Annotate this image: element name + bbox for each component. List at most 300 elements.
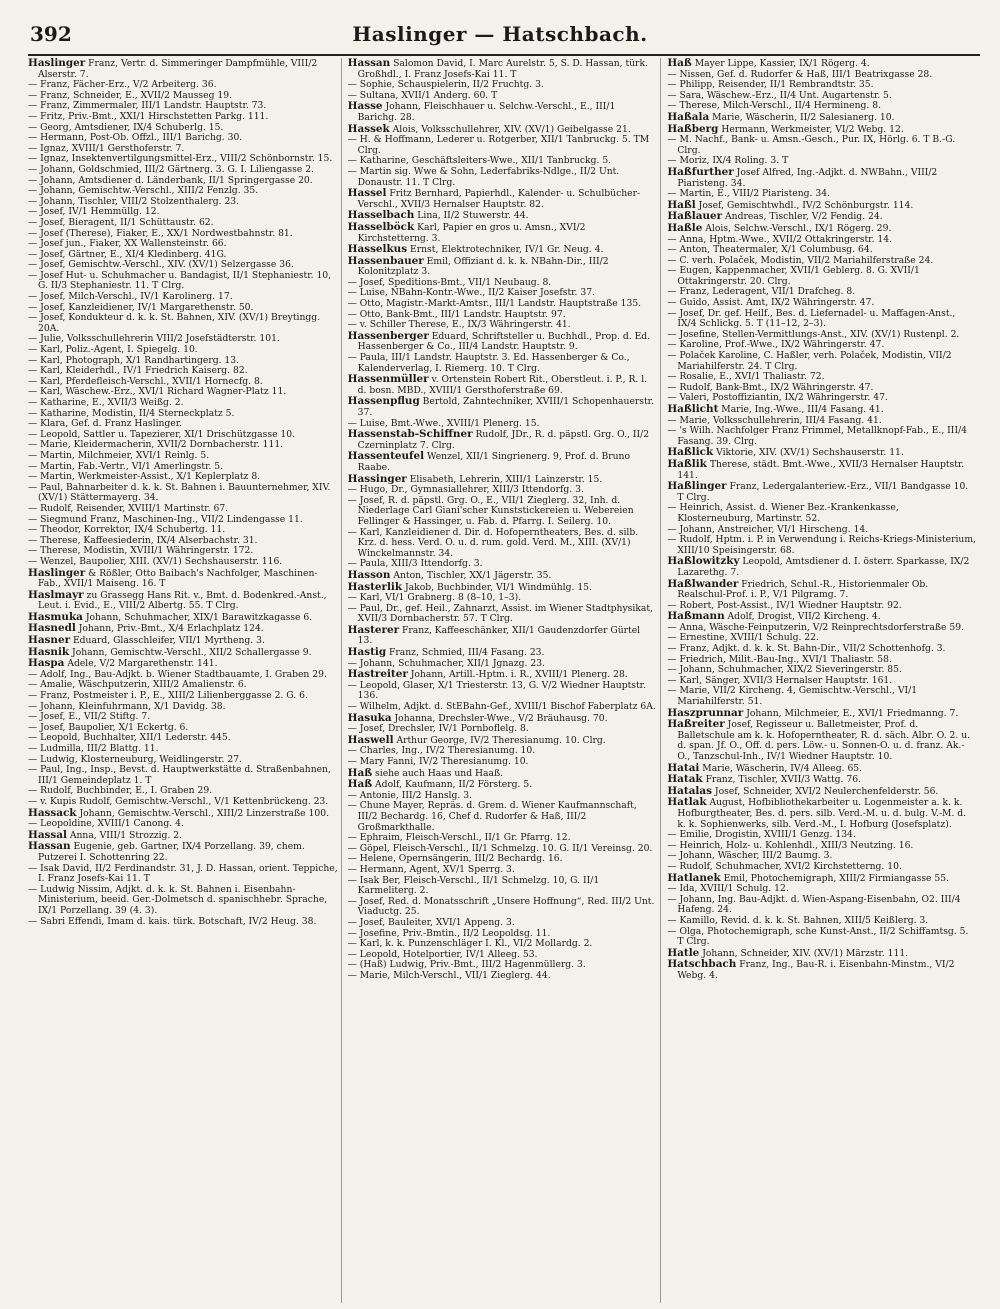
entry-text: — Robert, Post-Assist., IV/1 Wiedner Hauptstr. 92. [667, 599, 902, 611]
entry-text: — Marie, VII/2 Kircheng. 4, Gemischtw.-Verschl., VI/1 Mariahilferstr. 51. [667, 685, 918, 708]
entry-text: — Luise, NBahn-Kontr.-Wwe., II/2 Kaiser Josefstr. 37. [347, 287, 595, 299]
entry-text: — Paul, Bahnarbeiter d. k. k. St. Bahnen i. Bauunternehmer, XIV. (XV/1) Stättermayerg. 34. [28, 481, 331, 504]
entry-surname: Haßlowitzky [667, 555, 740, 568]
directory-entry [667, 135, 977, 156]
entry-text: Emil, Offiziant d. k. k. NBahn-Dir., III/2 Kolonitzplatz 3. [357, 255, 609, 278]
entry-text: — Olga, Photochemigraph, sche Kunst-Anst., II/2 Schiffamtsg. 5. T Clrg. [667, 925, 969, 948]
entry-text: — Ernestine, XVIII/1 Schulg. 22. [667, 632, 819, 644]
directory-entry [348, 681, 658, 702]
entry-text: — Martin sig. Wwe & Sohn, Lederfabriks-Ndlge., II/2 Unt. Donaustr. 11. T Clrg. [347, 165, 620, 188]
entry-text: — Martin, Werkmeister-Assist., X/1 Keplerplatz 8. [28, 471, 261, 483]
entry-text: — Josef, R. d. päpstl. Grg. O., E., VII/1 Zieglerg. 32, Inh. d. Niederlage Carl Giani'scher Kunststickereien u. Webereien Fellinger & Hassinger, u. Fab. d. Pfarrg. I. Seilerg. 10. [347, 494, 634, 527]
directory-entry [348, 222, 658, 244]
entry-text: Rudolf, JDr., R. d. päpstl. Grg. O., II/2 Czerninplatz 7. Clrg. [357, 429, 650, 451]
column-1 [28, 58, 342, 1303]
directory-entry [667, 786, 977, 798]
entry-text: Josef, Regisseur u. Balletmeister, Prof. d. Balletschule am k. k. Hofoperntheater, R. d. säch. Albr. O. 2. u. d. span. Jf. O., Off. d. pers. Löw.- u. Sonnen-O. u. d. franz. Ak.-O., Tanzschul-Inh., IV/1 Wiedner Hauptstr. 10. [677, 719, 971, 762]
entry-surname: Hassenteufel [347, 450, 425, 463]
directory-entry [28, 830, 338, 842]
page-number: 392 [30, 22, 72, 46]
entry-text: Karl, Papier en gros u. Amsn., XVI/2 Kirchstetterng. 3. [357, 221, 586, 244]
directory-entry [667, 167, 977, 189]
directory-entry [348, 429, 658, 451]
entry-surname: Haslinger [28, 566, 86, 579]
directory-entry [348, 971, 658, 982]
directory-entry [28, 58, 338, 80]
entry-text: August, Hofbibliothekarbeiter u. Logenmeister a. k. k. Hofburgtheater, Bes. d. pers. silb. Verd.-M. u. d. bulg. V.-M. d. k. k. Sophienwerks, silb. Verd.-M., I. Hofburg (Josefsplatz). [677, 797, 967, 830]
entry-surname: Hasnedl [28, 622, 76, 635]
header-rule [28, 54, 980, 56]
entry-text: — Wenzel, Baupolier, XIII. (XV/1) Sechshauserstr. 116. [28, 555, 283, 567]
entry-text: — Karl, Pferdefleisch-Verschl., XVII/1 Hornecfg. 8. [28, 375, 263, 387]
entry-text: — Ephraim, Fleisch-Verschl., II/1 Gr. Pfarrg. 12. [347, 832, 571, 844]
entry-text: — Josef, Gemischtw.-Verschl., XIV. (XV/1) Selzergasse 36. [28, 259, 294, 271]
entry-text: v. Ortenstein Robert Rit., Oberstleut. i. P., R. l. d. bosn. MBD., XVIII/1 Gersthoferstraße 69. [357, 374, 648, 396]
entry-text: — Johann, Schuhmacher, XII/1 Jgnazg. 23. [347, 657, 545, 669]
entry-surname: Hasmuka [28, 610, 83, 623]
directory-entry [667, 266, 977, 287]
entry-text: — Josef, Bieragent, II/1 Schüttaustr. 62. [28, 216, 214, 228]
entry-surname: Hassan [28, 840, 71, 853]
directory-entry [348, 604, 658, 625]
entry-text: — Josef, Kanzleidiener, IV/1 Margarethenstr. 50. [28, 301, 254, 313]
entry-surname: Haspa [28, 657, 65, 670]
entry-text: — Ludwig, Klosterneuburg, Weidlingerstr. 27. [28, 753, 242, 765]
directory-entry [28, 483, 338, 504]
entry-text: siehe auch Haas und Haaß. [375, 767, 504, 779]
entry-text: — Julie, Volksschullehrerin VIII/2 Josefstädterstr. 101. [28, 333, 280, 345]
entry-text: — Rudolf, Schuhmacher, XVI/2 Kirchstetterng. 10. [667, 860, 902, 872]
entry-text: — Kamillo, Revid. d. k. k. St. Bahnen, XIII/5 Keißlerg. 3. [667, 914, 929, 926]
entry-text: — Karl, Photograph, X/1 Randhartingerg. 13. [28, 354, 240, 366]
directory-entry [28, 568, 338, 590]
entry-surname: Haßle [667, 221, 703, 234]
entry-surname: Haß [347, 766, 373, 779]
entry-text: — Eugen, Kappenmacher, XVII/1 Geblerg. 8. G. XVII/1 Ottakringerstr. 20. Clrg. [667, 265, 920, 287]
entry-text: — Sabri Effendi, Imam d. kais. türk. Botschaft, IV/2 Heug. 38. [28, 915, 317, 927]
entry-text: — Adolf, Ing., Bau-Adjkt. b. Wiener Stadtbauamte, I. Graben 29. [28, 668, 327, 680]
entry-text: Johann, Gemischtw.-Verschl., XIII/2 Linzerstraße 100. [79, 807, 329, 819]
directory-entry [348, 91, 658, 102]
entry-text: — Johann, Kleinfuhrmann, X/1 Davidg. 38. [28, 700, 226, 712]
directory-entry [348, 801, 658, 833]
entry-text: Anton, Tischler, XX/1 Jägerstr. 35. [393, 569, 552, 581]
entry-surname: Hassenstab-Schiffner [347, 428, 473, 441]
entry-surname: Haßlwander [667, 577, 739, 590]
entry-text: — Siegmund Franz, Maschinen-Ing., VII/2 Lindengasse 11. [28, 513, 303, 525]
directory-entry [28, 765, 338, 786]
entry-text: Jakob, Buchbinder, VI/1 Windmühlg. 15. [404, 581, 592, 593]
entry-text: — Theodor, Korrektor, IX/4 Schubertg. 11. [28, 524, 226, 536]
entry-surname: Hasner [28, 634, 71, 647]
directory-columns [28, 58, 980, 1303]
entry-text: — Josef, Bauleiter, XVI/1 Appeng. 3. [347, 916, 515, 928]
entry-surname: Hastreiter [347, 668, 408, 681]
entry-text: — Helene, Opernsängerin, III/2 Bechardg. 16. [347, 853, 563, 865]
directory-entry [348, 559, 658, 570]
entry-text: Josef, Schneider, XVI/2 Neulerchenfelderstr. 56. [714, 785, 939, 797]
entry-text: — Martin, Fab.-Vertr., VI/1 Amerlingstr. 5. [28, 460, 224, 472]
directory-entry [348, 897, 658, 918]
directory-entry [28, 271, 338, 292]
entry-text: — Guido, Assist. Amt, IX/2 Währingerstr. 47. [667, 297, 875, 309]
entry-text: Franz, Kaffeeschänker, XII/1 Gaudenzdorfer Gürtel 13. [357, 624, 641, 647]
entry-text: — Chune Mayer, Repräs. d. Grem. d. Wiener Kaufmannschaft, III/2 Bechardg. 16, Chef d. Rudorfer & Haß, III/2 Großmarkthalle. [347, 800, 637, 833]
directory-entry [348, 135, 658, 156]
directory-entry [348, 167, 658, 188]
directory-entry [28, 819, 338, 830]
entry-text: — Ludwig Nissim, Adjkt. d. k. k. St. Bahnen i. Eisenbahn-Ministerium, beeid. Ger.-Dolmetsch d. spanischhebr. Sprache, IX/1 Porzellang. 39 (4. 3). [28, 883, 328, 916]
entry-text: — Josef, IV/1 Hemmüllg. 12. [28, 206, 160, 218]
entry-surname: Haslinger [28, 58, 86, 69]
entry-text: Marie, Wäscherin, IV/4 Alleeg. 65. [702, 762, 863, 774]
directory-entry [667, 426, 977, 447]
directory-entry [348, 256, 658, 278]
entry-text: — Rudolf, Buchbinder, E., I. Graben 29. [28, 785, 213, 797]
entry-text: — Johann, Tischler, VIII/2 Stolzenthalerg. 23. [28, 195, 240, 207]
entry-surname: Haßlicht [667, 403, 719, 415]
entry-surname: Haßlauer [667, 210, 723, 223]
directory-entry [667, 763, 977, 775]
directory-entry [667, 309, 977, 330]
entry-surname: Hasuka [347, 711, 392, 724]
entry-text: — Franz, Fächer-Erz., V/2 Arbeiterg. 36. [28, 79, 217, 91]
entry-surname: Hassinger [347, 472, 407, 485]
directory-entry [348, 876, 658, 897]
entry-text: Johann, Schneider, XIV. (XV/1) Märzstr. 111. [702, 947, 909, 959]
entry-text: — Josef, Milch-Verschl., IV/1 Karolinerg. 17. [28, 291, 233, 303]
entry-text: — Leopold, Buchhalter, XII/1 Lederstr. 445. [28, 732, 231, 744]
entry-text: — Josef Hut- u. Schuhmacher u. Bandagist, II/1 Stephaniestr. 10, G. II/3 Stephaniestr. 11. T Clrg. [28, 269, 332, 292]
entry-text: — Josef, Drechsler, IV/1 Pornboflelg. 8. [347, 723, 529, 735]
entry-text: Hermann, Werkmeister, VI/2 Webg. 12. [721, 123, 904, 135]
entry-text: Adele, V/2 Margarethenstr. 141. [67, 658, 218, 670]
entry-text: — Nissen, Gef. d. Rudorfer & Haß, III/1 Beatrixgasse 28. [667, 68, 933, 80]
entry-text: — Rudolf, Reisender, XVIII/1 Martinstr. 67. [28, 502, 229, 514]
directory-entry [348, 757, 658, 768]
entry-text: Bertold, Zahntechniker, XVIII/1 Schopenhauerstr. 37. [357, 396, 654, 418]
entry-text: — Martin, Milchmeier, XVI/1 Reinlg. 5. [28, 449, 210, 461]
entry-text: — Josef, Baupolier, X/1 Eckertg. 6. [28, 721, 189, 733]
entry-text: — Franz, Zimmermaler, III/1 Landstr. Hauptstr. 73. [28, 100, 267, 112]
entry-surname: Hatai [667, 761, 700, 774]
directory-entry [667, 927, 977, 948]
entry-text: — v. Schiller Therese, E., IX/3 Währingerstr. 41. [347, 319, 571, 331]
entry-text: — 's Wilh. Nachfolger Franz Frimmel, Metallknopf-Fab., E., III/4 Fasang. 39. Clrg. [667, 425, 968, 447]
entry-text: — Georg, Amtsdiener, IX/4 Schuberlg. 15. [28, 121, 224, 133]
entry-text: — Hugo, Dr., Gymnasiallehrer, XIII/3 Ittendorfg. 3. [347, 484, 584, 496]
entry-surname: Hatlak [667, 796, 707, 809]
entry-text: — Paula, XIII/3 Ittendorfg. 3. [347, 558, 483, 570]
entry-text: — Sultana, XVII/1 Anderg. 60. T [347, 89, 498, 101]
entry-text: — Ida, XVIII/1 Schulg. 12. [667, 883, 789, 895]
entry-text: — Josef, E., VII/2 Stiftg. 7. [28, 711, 151, 723]
entry-text: — Moriz, IX/4 Roling. 3. T [667, 155, 789, 167]
directory-entry [348, 58, 658, 80]
entry-text: Alois, Volksschullehrer, XIV. (XV/1) Geibelgasse 21. [392, 123, 631, 135]
directory-entry [667, 481, 977, 503]
directory-entry [28, 885, 338, 917]
entry-surname: Hasselkus [347, 243, 408, 256]
directory-entry [348, 188, 658, 210]
entry-surname: Hassek [347, 122, 390, 135]
entry-text: — Fritz, Priv.-Bmt., XXI/1 Hirschstetten Parkg. 111. [28, 110, 269, 122]
directory-entry [667, 211, 977, 223]
entry-text: — Therese, Modistin, XVIII/1 Währingerstr. 172. [28, 545, 254, 557]
entry-text: — Leopold, Hotelportier, IV/1 Alleeg. 53. [347, 948, 538, 960]
entry-surname: Hassenmüller [347, 373, 429, 386]
entry-text: — Franz, Postmeister i. P., E., XIII/2 Lilienberggasse 2. G. 6. [28, 690, 308, 702]
directory-entry [348, 374, 658, 396]
entry-text: — Ignaz, Insektenvertilgungsmittel-Erz., VIII/2 Schönbornstr. 15. [28, 153, 333, 165]
entry-text: Leopold, Amtsdiener d. I. österr. Sparkasse, IX/2 Lazarethg. 7. [677, 556, 970, 578]
entry-text: — Josef, Kondukteur d. k. k. St. Bahnen, XIV. (XV/1) Breytingg. 20A. [28, 312, 321, 334]
entry-text: — Leopold, Glaser, X/1 Triesterstr. 13, G. V/2 Wiedner Hauptstr. 136. [347, 679, 646, 702]
entry-text: — Franz, Schneider, E., XVII/2 Mausseg 19. [28, 89, 232, 101]
entry-surname: Haßreiter [667, 718, 725, 731]
entry-text: Mayer Lippe, Kassier, IX/1 Rögerg. 4. [694, 58, 870, 69]
entry-surname: Haswell [347, 733, 394, 746]
directory-entry [667, 719, 977, 762]
directory-entry [348, 768, 658, 780]
entry-surname: Hatlanek [667, 871, 721, 884]
entry-surname: Haßlinger [667, 480, 727, 493]
entry-surname: Haßlik [667, 457, 707, 470]
entry-text: Anna, VIII/1 Strozzig. 2. [69, 829, 183, 841]
entry-text: — Katharine, E., XVII/3 Weißg. 2. [28, 397, 184, 408]
entry-text: — Philipp, Reisender, II/1 Rembrandtstr. 35. [667, 79, 874, 91]
directory-entry [28, 623, 338, 635]
entry-text: — Josefine, Priv.-Bmtin., II/2 Leopoldsg. 11. [347, 927, 551, 939]
entry-text: Marie, Ing.-Wwe., III/4 Fasang. 41. [721, 404, 884, 415]
entry-text: — Polaček Karoline, C. Haßler, verh. Polaček, Modistin, VII/2 Mariahilferstr. 24. T Clrg. [667, 350, 952, 372]
entry-text: Johann, Artill.-Hptm. i. R., XVIII/1 Plenerg. 28. [410, 669, 628, 681]
entry-text: Johann, Milchmeier, E., XVI/1 Friedmanng. 7. [746, 707, 959, 719]
entry-text: — Sara, Wäschew.-Erz., II/4 Unt. Augartenstr. 5. [667, 89, 892, 101]
entry-text: — Rosalie, E., XVI/1 Thaliastr. 72. [667, 371, 825, 383]
entry-text: Andreas, Tischler, V/2 Fendig. 24. [725, 211, 883, 223]
entry-surname: Hasnik [28, 645, 70, 658]
entry-text: — Paul, Dr., gef. Heil., Zahnarzt, Assist. im Wiener Stadtphysikat, XVII/3 Dornbacherstr. 57. T Clrg. [347, 602, 653, 625]
entry-text: Franz, Ing., Bau-R. i. Eisenbahn-Minstm., VI/2 Webg. 4. [677, 959, 955, 981]
entry-text: Elisabeth, Lehrerin, XIII/1 Lainzerstr. 15. [409, 473, 603, 485]
entry-text: — H. & Hoffmann, Lederer u. Rotgerber, XII/1 Tanbruckg. 5. TM Clrg. [347, 134, 650, 156]
entry-text: — Franz, Lederagent, VII/1 Drafcheg. 8. [667, 286, 856, 298]
entry-surname: Haßala [667, 110, 710, 123]
entry-text: — Rudolf, Hptm. i. P. in Verwendung i. Reichs-Kriegs-Ministerium, XIII/10 Speisingerstr. 68. [667, 534, 976, 556]
directory-entry [667, 579, 977, 601]
entry-surname: Haßmann [667, 610, 725, 623]
entry-text: — Martin, E., VIII/2 Piaristeng. 34. [667, 188, 830, 200]
entry-text: Eduard, Glasschleifer, VII/1 Myrtheng. 3. [72, 635, 265, 647]
entry-text: — Charles, Ing., IV/2 Theresianumg. 10. [347, 745, 536, 757]
directory-entry [348, 451, 658, 473]
directory-entry [348, 331, 658, 353]
running-head: Haslinger — Hatschbach. [352, 22, 648, 46]
entry-text: — Sophie, Schauspielerin, II/2 Fruchtg. 3. [347, 79, 544, 91]
entry-text: — Therese, Milch-Verschl., II/4 Hermineng. 8. [667, 100, 882, 112]
entry-surname: Haßfurther [667, 165, 734, 178]
entry-text: Alois, Selchw.-Verschl., IX/1 Rögerg. 29. [705, 222, 892, 234]
entry-surname: Hasselböck [347, 220, 415, 233]
entry-surname: Hatle [667, 946, 700, 959]
entry-text: Therese, städt. Bmt.-Wwe., XVII/3 Hernalser Hauptstr. 141. [677, 458, 965, 481]
entry-text: — Wilhelm, Adjkt. d. StEBahn-Gef., XVIII/1 Bischof Faberplatz 6A. [347, 701, 656, 713]
entry-text: — v. Kupis Rudolf, Gemischtw.-Verschl., V/1 Kettenbrückeng. 23. [28, 795, 329, 807]
entry-text: — Josef, Dr. gef. Heilf., Bes. d. Liefernadel- u. Maffagen-Anst., IX/4 Schlickg. 5. T (11–12, 2–3). [667, 307, 956, 330]
entry-surname: Hatschbach [667, 958, 737, 971]
entry-surname: Hatak [667, 773, 703, 786]
entry-text: — Marie, Kleidermacherin, XVII/2 Dornbacherstr. 111. [28, 439, 284, 451]
entry-text: — Hermann, Post-Ob. Offzl., III/1 Barichg. 30. [28, 132, 243, 144]
entry-surname: Haßl [667, 198, 696, 211]
entry-text: — Otto, Bank-Bmt., III/1 Landstr. Hauptstr. 97. [347, 308, 566, 320]
entry-text: — Johann, Schuhmacher, XIX/2 Sieveringerstr. 85. [667, 664, 902, 676]
entry-text: — Johann, Wäscher, III/2 Baumg. 3. [667, 850, 833, 862]
entry-text: — Johann, Gemischtw.-Verschl., XIII/2 Fenzlg. 35. [28, 185, 259, 197]
entry-text: — Johann, Ing. Bau-Adjkt. d. Wien-Aspang-Eisenbahn, O2. III/4 Hafeng. 24. [667, 893, 961, 916]
entry-text: Ernst, Elektrotechniker, IV/1 Gr. Neug. 4. [410, 244, 604, 256]
entry-text: — Therese, Kaffeesiederin, IX/4 Alserbachstr. 31. [28, 534, 258, 546]
entry-text: — M. Nachf., Bank- u. Amsn.-Gesch., Pur. IX, Hörlg. 6. T B.-G. Clrg. [667, 134, 956, 156]
entry-text: — Otto, Magistr.-Markt-Amtsr., III/1 Landstr. Hauptstraße 135. [347, 298, 642, 310]
entry-text: — C. verh. Polaček, Modistin, VII/2 Mariahilferstraße 24. [667, 254, 934, 266]
entry-surname: Hasterlik [347, 580, 403, 593]
entry-text: — Emilie, Drogistin, XVIII/1 Genzg. 134. [667, 829, 856, 841]
entry-text: — Franz, Adjkt. d. k. k. St. Bahn-Dir., VII/2 Schottenhofg. 3. [667, 643, 946, 655]
entry-text: — Josef jun., Fiaker, XX Wallensteinstr. 66. [28, 238, 227, 250]
entry-surname: Haßberg [667, 122, 719, 135]
directory-entry [667, 556, 977, 578]
entry-text: Franz, Ledergalanteriew.-Erz., VII/1 Bandgasse 10. T Clrg. [677, 481, 969, 503]
directory-entry [348, 724, 658, 735]
entry-text: — Katharine, Modistin, II/4 Sterneckplatz 5. [28, 407, 235, 419]
entry-text: — Josef (Therese), Fiaker, E., XX/1 Nordwestbahnstr. 81. [28, 227, 293, 239]
entry-text: Johanna, Drechsler-Wwe., V/2 Bräuhausg. 70. [394, 712, 608, 724]
entry-text: — Paula, III/1 Landstr. Hauptstr. 3. Ed. Hassenberger & Co., Kalenderverlag, I. Riemerg. 10. T Clrg. [347, 352, 630, 374]
entry-text: Josef, Gemischtwhdl., IV/2 Schönburgstr. 114. [698, 199, 914, 211]
entry-surname: Hasson [347, 568, 391, 581]
entry-text: Eduard, Schriftsteller u. Buchhdl., Prop. d. Ed. Hassenberger & Co., III/4 Landstr. Hauptstr. 9. [357, 330, 651, 353]
directory-entry [667, 895, 977, 916]
directory-entry [348, 496, 658, 528]
entry-text: — Rudolf, Bank-Bmt., IX/2 Währingerstr. 47. [667, 381, 874, 393]
directory-entry [667, 447, 977, 459]
directory-entry [667, 774, 977, 786]
entry-text: — Josefine, Stellen-Vermittlungs-Anst., XIV. (XV/1) Rustenpl. 2. [667, 328, 960, 340]
entry-text: Johann, Schuhmacher, XIX/1 Barawitzkagasse 6. [85, 611, 313, 623]
entry-text: — Marie, Volksschullehrerin, III/4 Fasang. 41. [667, 414, 882, 426]
entry-text: — Josef, Red. d. Monatsschrift „Unsere Hoffnung“, Red. III/2 Unt. Viaductg. 25. [347, 895, 655, 918]
entry-surname: Haslmayr [28, 588, 84, 601]
entry-text: — Leopold, Sattler u. Tapezierer, XI/1 Drischützgasse 10. [28, 428, 296, 440]
entry-surname: Haszprunnar [667, 706, 744, 719]
entry-text: — Johann, Amtsdiener d. Länderbank, II/1 Springergasse 20. [28, 174, 313, 186]
entry-text: — Karl, Kanzleidiener d. Dir. d. Hofoperntheaters, Bes. d. silb. Krz. d. hess. Verd. O. u. d. rum. gold. Verd. M., XIII. (XV/1) Winckelmannstr. 34. [347, 526, 639, 559]
entry-text: — Katharine, Geschäftsleiters-Wwe., XII/1 Tanbruckg. 5. [347, 155, 612, 167]
entry-text: — Valeri, Postoffiziantin, IX/2 Währingerstr. 47. [667, 392, 888, 404]
entry-surname: Hassan [347, 58, 391, 69]
entry-surname: Hastig [347, 646, 387, 659]
entry-text: — Karl, Wäschew.-Erz., XVI/1 Richard Wagner-Platz 11. [28, 386, 287, 398]
entry-surname: Hassel [347, 187, 387, 200]
entry-surname: Haßlick [667, 446, 714, 459]
entry-text: Lina, II/2 Stuwerstr. 44. [417, 210, 529, 222]
entry-surname: Haß [667, 58, 692, 69]
entry-text: — Karl, k. k. Punzenschläger I. Kl., VI/2 Mollardg. 2. [347, 938, 593, 950]
directory-entry [28, 841, 338, 863]
entry-text: — Ludmilla, III/2 Blattg. 11. [28, 743, 159, 754]
directory-entry [667, 959, 977, 981]
entry-surname: Hassenberger [347, 329, 429, 342]
entry-text: — Ignaz, XVIII/1 Gersthoferstr. 7. [28, 142, 185, 154]
entry-surname: Haß [347, 778, 373, 791]
entry-text: Franz, Tischler, XVII/3 Wattg. 76. [705, 774, 861, 786]
directory-entry [28, 313, 338, 334]
directory-entry [667, 189, 977, 200]
entry-text: & Rößler, Otto Baibach's Nachfolger, Maschinen-Fab., XVII/1 Maiseng. 16. T [38, 567, 318, 590]
directory-entry [667, 503, 977, 524]
directory-entry [667, 459, 977, 481]
entry-text: Johann, Gemischtw.-Verschl., XII/2 Schallergasse 9. [72, 646, 312, 658]
entry-text: — Anton, Theatermaler, X/1 Columbusg. 64. [667, 244, 873, 256]
entry-text: — Isak David, II/2 Ferdinandstr. 31, J. D. Hassan, orient. Teppiche, I. Franz Josefs-Kai 11. T [28, 862, 338, 885]
directory-entry [348, 353, 658, 374]
entry-text: Friedrich, Schul.-R., Historienmaler Ob. Realschul-Prof. i. P., V/1 Pilgramg. 7. [677, 578, 929, 601]
directory-entry [28, 864, 338, 885]
directory-entry [667, 351, 977, 372]
entry-text: — Heinrich, Holz- u. Kohlenhdl., XIII/3 Neutzing. 16. [667, 839, 914, 851]
entry-surname: Hasterer [347, 623, 400, 636]
entry-text: Eugenie, geb. Gartner, IX/4 Porzellang. 39, chem. Putzerei I. Schottenring 22. [38, 841, 305, 863]
entry-text: Wenzel, XII/1 Singrienerg. 9, Prof. d. Bruno Raabe. [357, 451, 630, 473]
entry-text: Salomon David, I. Marc Aurelstr. 5, S. D. Hassan, türk. Großhdl., I. Franz Josefs-Kai 11. T [357, 58, 648, 80]
entry-text: — Anna, Wäsche-Feinputzerin, V/2 Reinprechtsdorferstraße 59. [667, 621, 965, 633]
directory-entry [28, 635, 338, 647]
entry-text: — Friedrich, Milit.-Bau-Ing., XVI/1 Thaliastr. 58. [667, 653, 892, 665]
entry-surname: Hassal [28, 828, 67, 841]
entry-text: — Karl, Kleiderhdl., IV/1 Friedrich Kaiserg. 82. [28, 365, 248, 377]
entry-text: — Karl, Sänger, XVII/3 Hernalser Hauptstr. 161. [667, 674, 893, 686]
directory-entry [348, 625, 658, 647]
entry-text: — Karl, Poliz.-Agent, I. Spiegelg. 10. [28, 344, 198, 356]
entry-text: — Paul, Ing., Insp., Bevst. d. Hauptwerkstätte d. Straßenbahnen, III/1 Gemeindeplatz 1. T [28, 764, 331, 786]
directory-entry [667, 535, 977, 556]
entry-text: — Johann, Anstreicher, VI/1 Hirscheng. 14. [667, 523, 869, 535]
directory-entry [667, 101, 977, 112]
entry-text: Johann, Fleischhauer u. Selchw.-Verschl., E., III/1 Barichg. 28. [357, 101, 616, 123]
entry-text: — Marie, Milch-Verschl., VII/1 Zieglerg. 44. [347, 969, 551, 981]
column-2 [348, 58, 662, 1303]
directory-entry [348, 101, 658, 123]
entry-text: — Klara, Gef. d. Franz Haslinger. [28, 418, 183, 430]
entry-text: — Josef, Gärtner, E., XI/4 Kledinberg. 41G. [28, 248, 227, 260]
directory-entry [348, 396, 658, 418]
entry-text: Franz, Schmied, III/4 Fasang. 23. [389, 647, 545, 659]
directory-entry [348, 702, 658, 713]
entry-text: — Heinrich, Assist. d. Wiener Bez.-Krankenkasse, Klosterneuburg, Martinstr. 52. [667, 502, 899, 524]
entry-text: — Isak Ber, Fleisch-Verschl., II/1 Schmelzg. 10, G. II/1 Karmeliterg. 2. [347, 874, 600, 897]
entry-surname: Hasselbach [347, 209, 415, 222]
entry-text: — Göpel, Fleisch-Verschl., II/1 Schmelzg. 10. G. II/1 Vereinsg. 20. [347, 842, 653, 854]
entry-text: — Antonie, III/2 Hanslg. 3. [347, 789, 472, 801]
entry-surname: Hatalas [667, 784, 712, 797]
entry-surname: Hassenbauer [347, 254, 424, 267]
directory-entry [28, 590, 338, 612]
entry-text: — Josef, Speditions-Bmt., VII/1 Neubaug. 8. [347, 276, 552, 288]
entry-text: Josef Alfred, Ing.-Adjkt. d. NWBahn., VIII/2 Piaristeng. 34. [677, 166, 938, 189]
directory-entry [28, 647, 338, 659]
